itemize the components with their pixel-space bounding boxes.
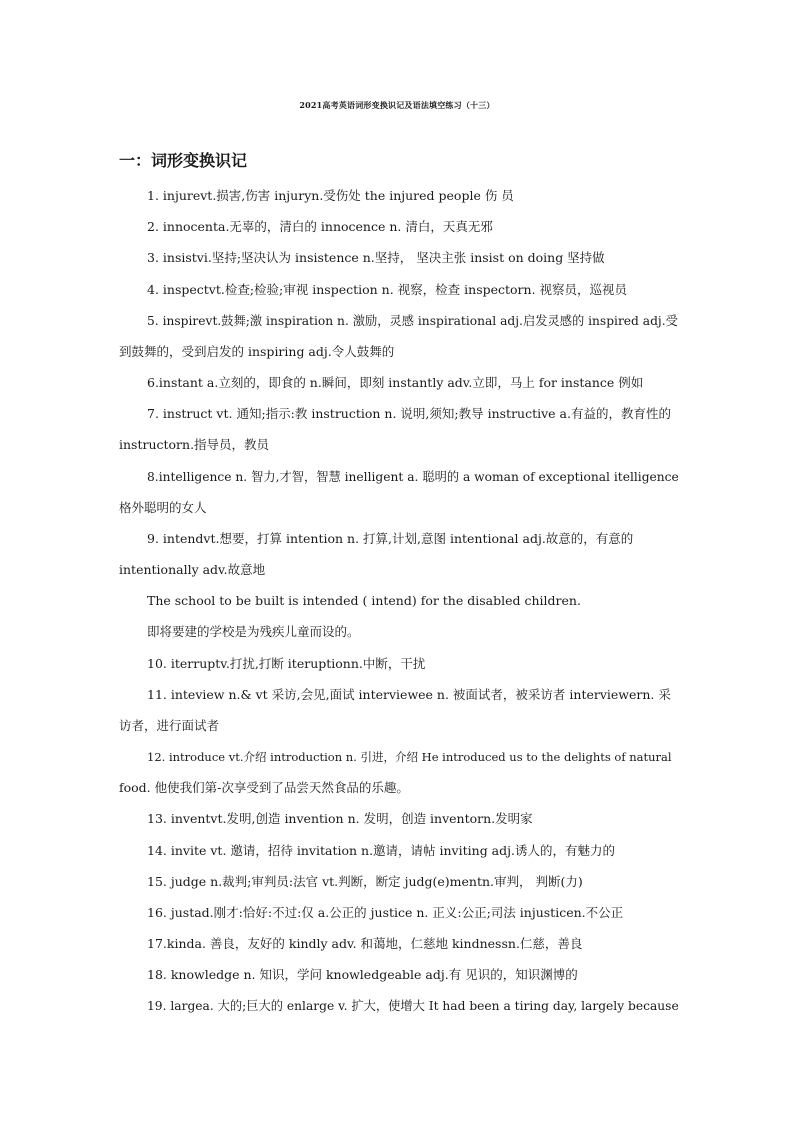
vocab-line: 15. judge n.裁判;审判员:法官 vt.判断，断定 judg(e)mentn.审判， 判断(力) <box>147 874 583 889</box>
vocab-line: 5. inspirevt.鼓舞;激 inspiration n. 激励，灵感 inspirational adj.启发灵感的 inspired adj.受 <box>147 314 678 328</box>
vocab-line: 18. knowledge n. 知识，学问 knowledgeable adj.有 见识的，知识渊博的 <box>147 967 578 982</box>
vocab-line: 8.intelligence n. 智力,才智，智慧 inelligent a. 聪明的 a woman of exceptional itelligence <box>147 470 679 484</box>
vocab-line: 19. largea. 大的;巨大的 enlarge v. 扩大，使增大 It had been a tiring day, largely because <box>147 999 679 1013</box>
vocab-line: 4. inspectvt.检查;检验;审视 inspection n. 视察，检查 inspectorn. 视察员，巡视员 <box>147 282 628 297</box>
section-heading: 一：词形变换识记 <box>119 151 248 170</box>
vocab-line: 10. iterruptv.打扰,打断 iteruptionn.中断，干扰 <box>147 656 426 671</box>
vocab-line: 3. insistvi.坚持;坚决认为 insistence n.坚持， 坚决主张 insist on doing 坚持做 <box>147 250 605 265</box>
vocab-line: 访者，进行面试者 <box>119 718 220 733</box>
vocab-line: intentionally adv.故意地 <box>119 562 266 577</box>
vocab-line: 格外聪明的女人 <box>119 500 207 515</box>
vocab-line: instructorn.指导员，教员 <box>119 437 270 452</box>
vocab-line: 2. innocenta.无辜的，清白的 innocence n. 清白，天真无邪 <box>147 219 493 234</box>
vocab-line: 11. inteview n.& vt 采访,会见,面试 interviewee n. 被面试者，被采访者 interviewern. 采 <box>147 687 671 702</box>
vocab-line: 9. intendvt.想要，打算 intention n. 打算,计划,意图 intentional adj.故意的，有意的 <box>147 531 634 546</box>
vocab-line: 7. instruct vt. 通知;指示:教 instruction n. 说明,须知;教导 instructive a.有益的，教育性的 <box>147 406 671 421</box>
page-title: 2021高考英语词形变换识记及语法填空练习（十三） <box>299 100 495 110</box>
example-translation: 即将要建的学校是为残疾儿童而设的。 <box>147 624 360 639</box>
vocab-line: 17.kinda. 善良，友好的 kindly adv. 和蔼地，仁慈地 kindnessn.仁慈，善良 <box>147 936 583 951</box>
vocab-line: 12. introduce vt.介绍 introduction n. 引进，介绍 He introduced us to the delights of natural <box>147 750 672 764</box>
vocab-line: 16. justad.刚才:恰好:不过:仅 a.公正的 justice n. 正义:公正;司法 injusticen.不公正 <box>147 905 624 920</box>
vocab-line: 13. inventvt.发明,创造 invention n. 发明，创造 inventorn.发明家 <box>147 811 533 826</box>
vocab-line: 14. invite vt. 邀请，招待 invitation n.邀请，请帖 inviting adj.诱人的，有魅力的 <box>147 843 615 858</box>
vocab-line: 1. injurevt.损害,伤害 injuryn.受伤处 the injured people 伤 员 <box>147 188 514 203</box>
example-sentence: The school to be built is intended ( intend) for the disabled children. <box>147 593 581 608</box>
vocab-line: food. 他使我们第-次享受到了品尝天然食品的乐趣。 <box>119 780 409 795</box>
vocab-line: 6.instant a.立刻的，即食的 n.瞬间，即刻 instantly adv.立即，马上 for instance 例如 <box>147 375 644 390</box>
vocab-line: 到鼓舞的，受到启发的 inspiring adj.令人鼓舞的 <box>119 344 395 359</box>
